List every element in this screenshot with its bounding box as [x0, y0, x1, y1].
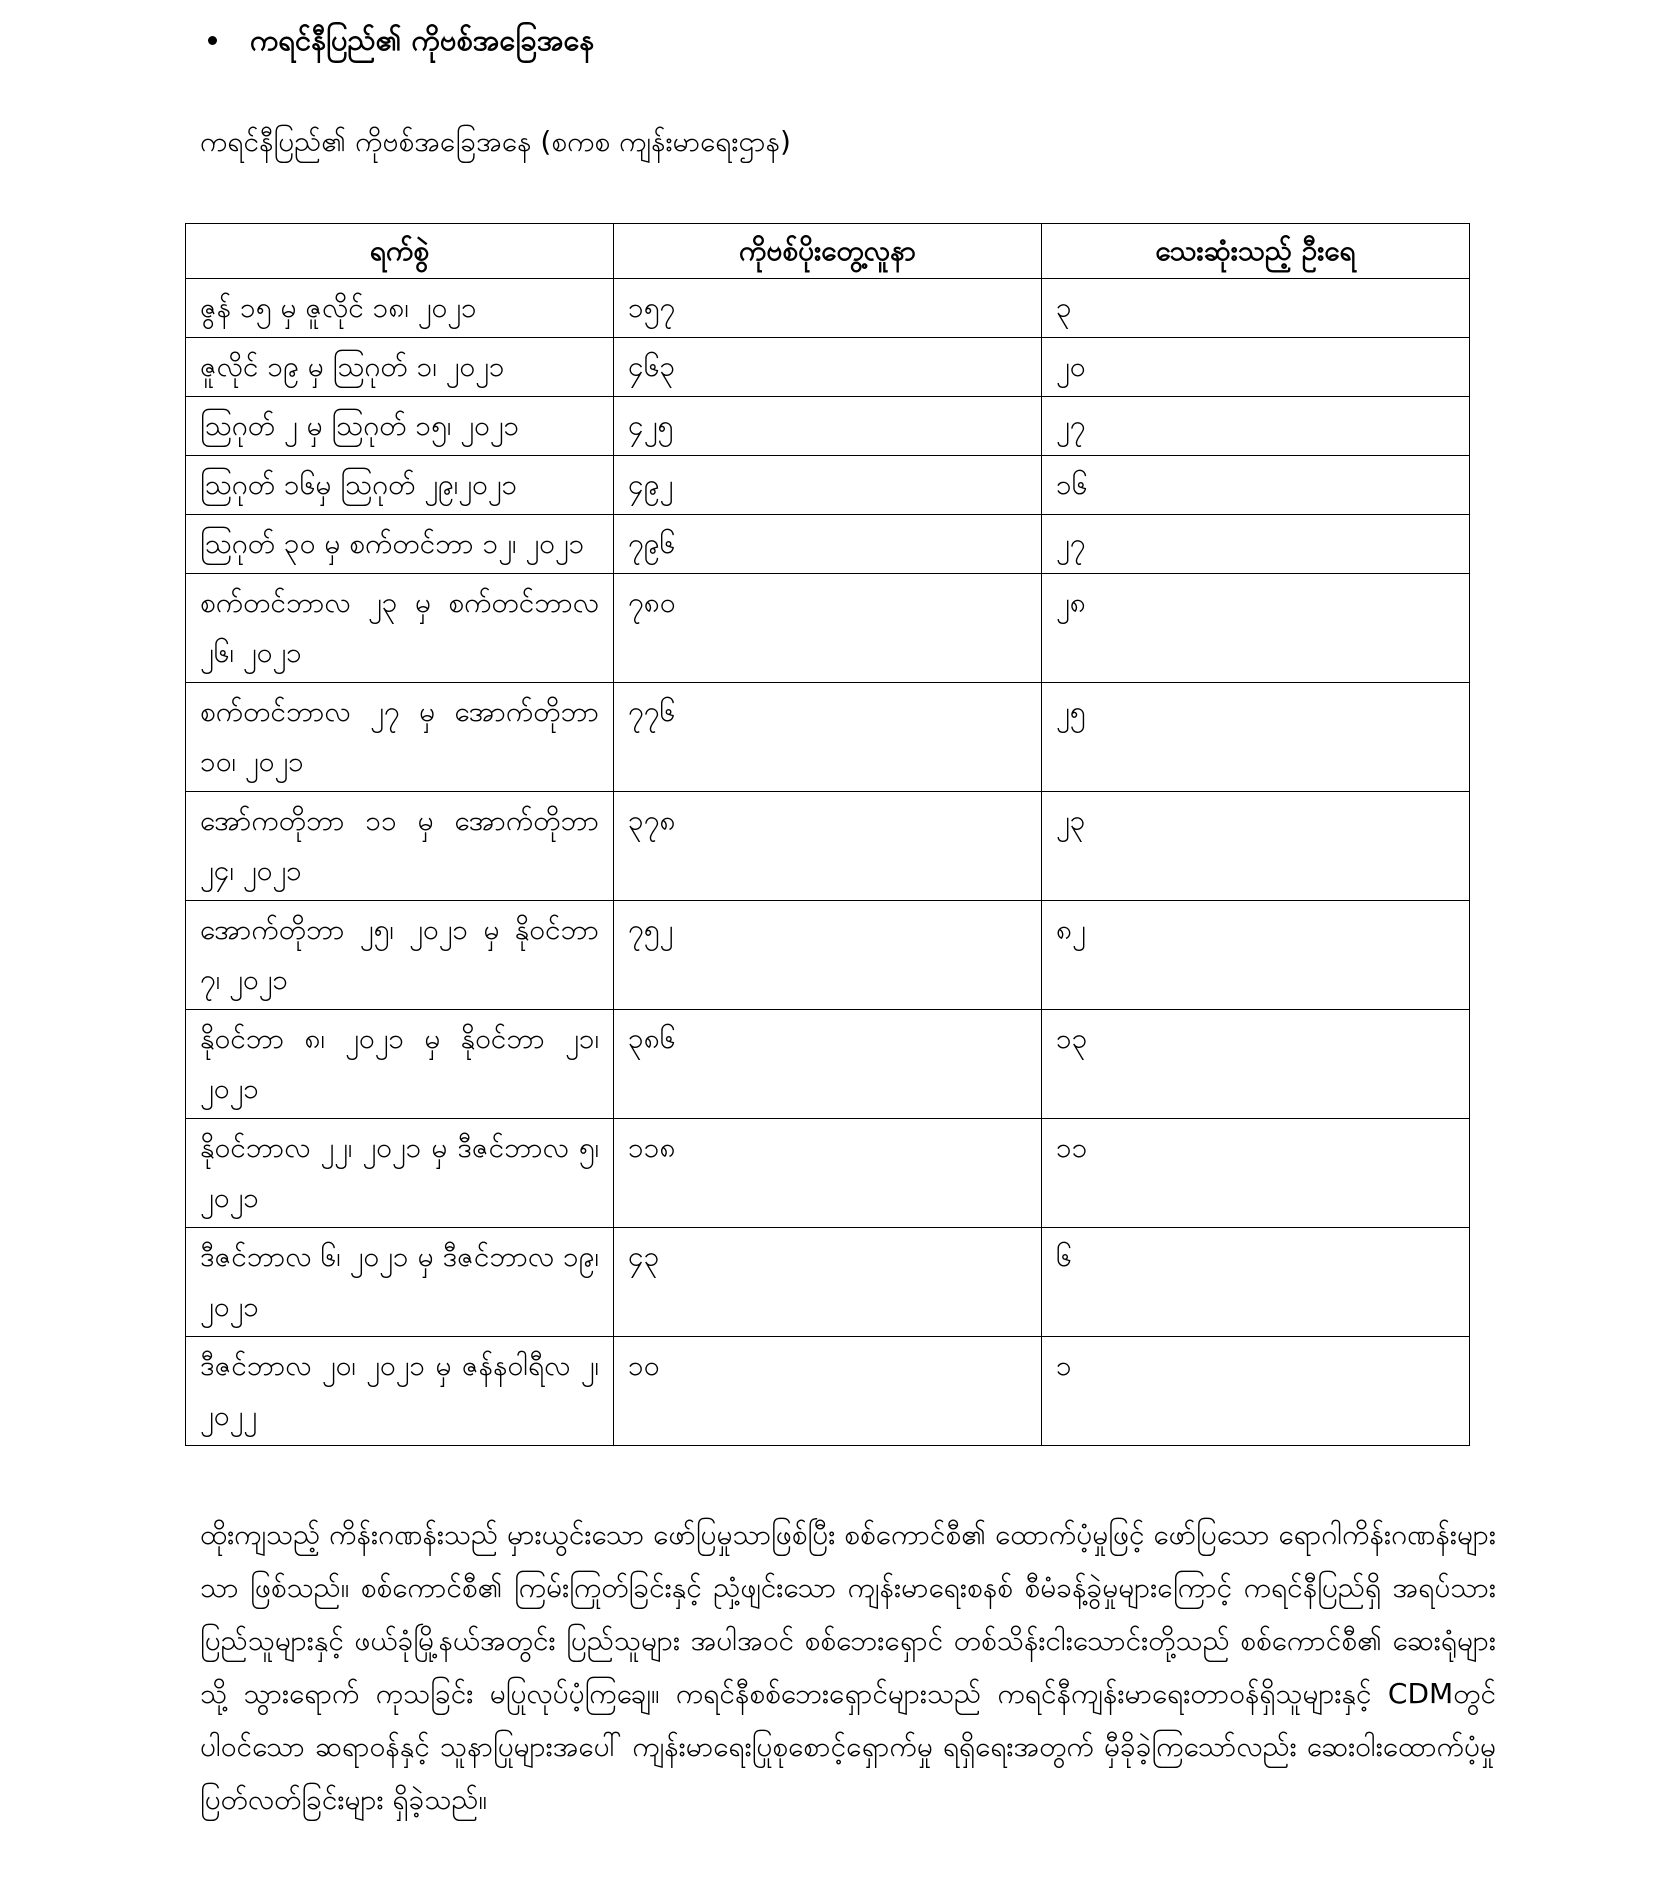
cell-cases: ၃၈၆ [614, 1010, 1042, 1119]
cell-deaths: ၆ [1042, 1228, 1470, 1337]
cell-cases: ၁၅၇ [614, 279, 1042, 338]
cell-period: နိုဝင်ဘာလ ၂၂၊ ၂၀၂၁ မှ ဒီဇင်ဘာလ ၅၊ ၂၀၂၁ [186, 1119, 614, 1228]
cell-cases: ၇၅၂ [614, 901, 1042, 1010]
cell-period: သြဂုတ် ၁၆မှ သြဂုတ် ၂၉၊၂၀၂၁ [186, 456, 614, 515]
covid-table [185, 223, 1470, 1446]
table-row [186, 574, 1470, 683]
cell-deaths: ၈၂ [1042, 901, 1470, 1010]
cell-cases: ၁၁၈ [614, 1119, 1042, 1228]
header-date: ရက်စွဲ [186, 224, 614, 279]
table-row [186, 279, 1470, 338]
table-row [186, 1010, 1470, 1119]
cell-period: အော်ကတိုဘာ ၁၁ မှ အောက်တိုဘာ ၂၄၊ ၂၀၂၁ [186, 792, 614, 901]
cell-cases: ၄၉၂ [614, 456, 1042, 515]
table-row [186, 515, 1470, 574]
header-deaths: သေးဆုံးသည့် ဦးရေ [1042, 224, 1470, 279]
cell-deaths: ၂၇ [1042, 515, 1470, 574]
cell-period: စက်တင်ဘာလ ၂၃ မှ စက်တင်ဘာလ ၂၆၊ ၂၀၂၁ [186, 574, 614, 683]
cell-period: ဇူလိုင် ၁၉ မှ သြဂုတ် ၁၊ ၂၀၂၁ [186, 338, 614, 397]
cell-period: ဇွန် ၁၅ မှ ဇူလိုင် ၁၈၊ ၂၀၂၁ [186, 279, 614, 338]
cell-cases: ၁၀ [614, 1337, 1042, 1446]
cell-period: ဒီဇင်ဘာလ ၂၀၊ ၂၀၂၁ မှ ဇန်နဝါရီလ ၂၊ ၂၀၂၂ [186, 1337, 614, 1446]
table-caption: ကရင်နီပြည်၏ ကိုဗစ်အခြေအနေ (စကစ ကျန်းမာရေးဌာန) [200, 125, 791, 158]
cell-period: ဒီဇင်ဘာလ ၆၊ ၂၀၂၁ မှ ဒီဇင်ဘာလ ၁၉၊ ၂၀၂၁ [186, 1228, 614, 1337]
table-row [186, 1119, 1470, 1228]
cell-period: အောက်တိုဘာ ၂၅၊ ၂၀၂၁ မှ နိုဝင်ဘာ ၇၊ ၂၀၂၁ [186, 901, 614, 1010]
cell-deaths: ၂၇ [1042, 397, 1470, 456]
table-row [186, 792, 1470, 901]
cell-deaths: ၁ [1042, 1337, 1470, 1446]
cell-period: စက်တင်ဘာလ ၂၇ မှ အောက်တိုဘာ ၁၀၊ ၂၀၂၁ [186, 683, 614, 792]
table-row [186, 1228, 1470, 1337]
table-row [186, 456, 1470, 515]
table-body [186, 279, 1470, 1446]
cell-period: သြဂုတ် ၃၀ မှ စက်တင်ဘာ ၁၂၊ ၂၀၂၁ [186, 515, 614, 574]
table-header-row [186, 224, 1470, 279]
cell-cases: ၄၃ [614, 1228, 1042, 1337]
bullet-icon [208, 36, 217, 45]
section-heading [250, 18, 594, 62]
table-row [186, 338, 1470, 397]
cell-deaths: ၃ [1042, 279, 1470, 338]
cell-cases: ၇၇၆ [614, 683, 1042, 792]
cell-cases: ၄၂၅ [614, 397, 1042, 456]
table-row [186, 901, 1470, 1010]
body-paragraph: ထိုးကျသည့် ကိန်းဂဏန်းသည် မှားယွင်းသော ဖော်ပြမှုသာဖြစ်ပြီး စစ်ကောင်စီ၏ ထောက်ပံ့မှုဖြင့် ဖော်ပြသော ရောဂါကိန်းဂဏန်းများသာ ဖြစ်သည်။ စစ်ကောင်စီ၏ ကြမ်းကြုတ်ခြင်းနှင့် ညှံ့ဖျင်းသော ကျန်းမာရေးစနစ် စီမံခန့်ခွဲမှုများကြောင့် ကရင်နီပြည်ရှိ အရပ်သားပြည်သူများနှင့် ဖယ်ခုံမြို့နယ်အတွင်း ပြည်သူများ အပါအဝင် စစ်ဘေးရှောင် တစ်သိန်းငါးသောင်းတို့သည် စစ်ကောင်စီ၏ ဆေးရုံများသို့ သွားရောက် ကုသခြင်း မပြုလုပ်ပံ့ကြချေ။ ကရင်နီစစ်ဘေးရှောင်များသည် ကရင်နီကျန်းမာရေးတာဝန်ရှိသူများနှင့် CDMတွင် ပါဝင်သော ဆရာဝန်နှင့် သူနာပြုများအပေါ် ကျန်းမာရေးပြုစုစောင့်ရှောက်မှု ရရှိရေးအတွက် မှီခိုခဲ့ကြသော်လည်း ဆေးဝါးထောက်ပံ့မှု ပြတ်လတ်ခြင်းများ ရှိခဲ့သည်။ [200, 1518, 1496, 1816]
cell-cases: ၄၆၃ [614, 338, 1042, 397]
cell-cases: ၇၉၆ [614, 515, 1042, 574]
cell-cases: ၃၇၈ [614, 792, 1042, 901]
cell-period: နိုဝင်ဘာ ၈၊ ၂၀၂၁ မှ နိုဝင်ဘာ ၂၁၊ ၂၀၂၁ [186, 1010, 614, 1119]
cell-cases: ၇၈၀ [614, 574, 1042, 683]
cell-deaths: ၂၃ [1042, 792, 1470, 901]
cell-deaths: ၂၀ [1042, 338, 1470, 397]
cell-deaths: ၁၃ [1042, 1010, 1470, 1119]
cell-deaths: ၁၆ [1042, 456, 1470, 515]
section-heading-text: ကရင်နီပြည်၏ ကိုဗစ်အခြေအနေ [250, 23, 595, 57]
cell-deaths: ၁၁ [1042, 1119, 1470, 1228]
cell-deaths: ၂၈ [1042, 574, 1470, 683]
table-row [186, 1337, 1470, 1446]
cell-period: သြဂုတ် ၂ မှ သြဂုတ် ၁၅၊ ၂၀၂၁ [186, 397, 614, 456]
header-cases: ကိုဗစ်ပိုးတွေ့လူနာ [614, 224, 1042, 279]
cell-deaths: ၂၅ [1042, 683, 1470, 792]
table-row [186, 397, 1470, 456]
table-row [186, 683, 1470, 792]
